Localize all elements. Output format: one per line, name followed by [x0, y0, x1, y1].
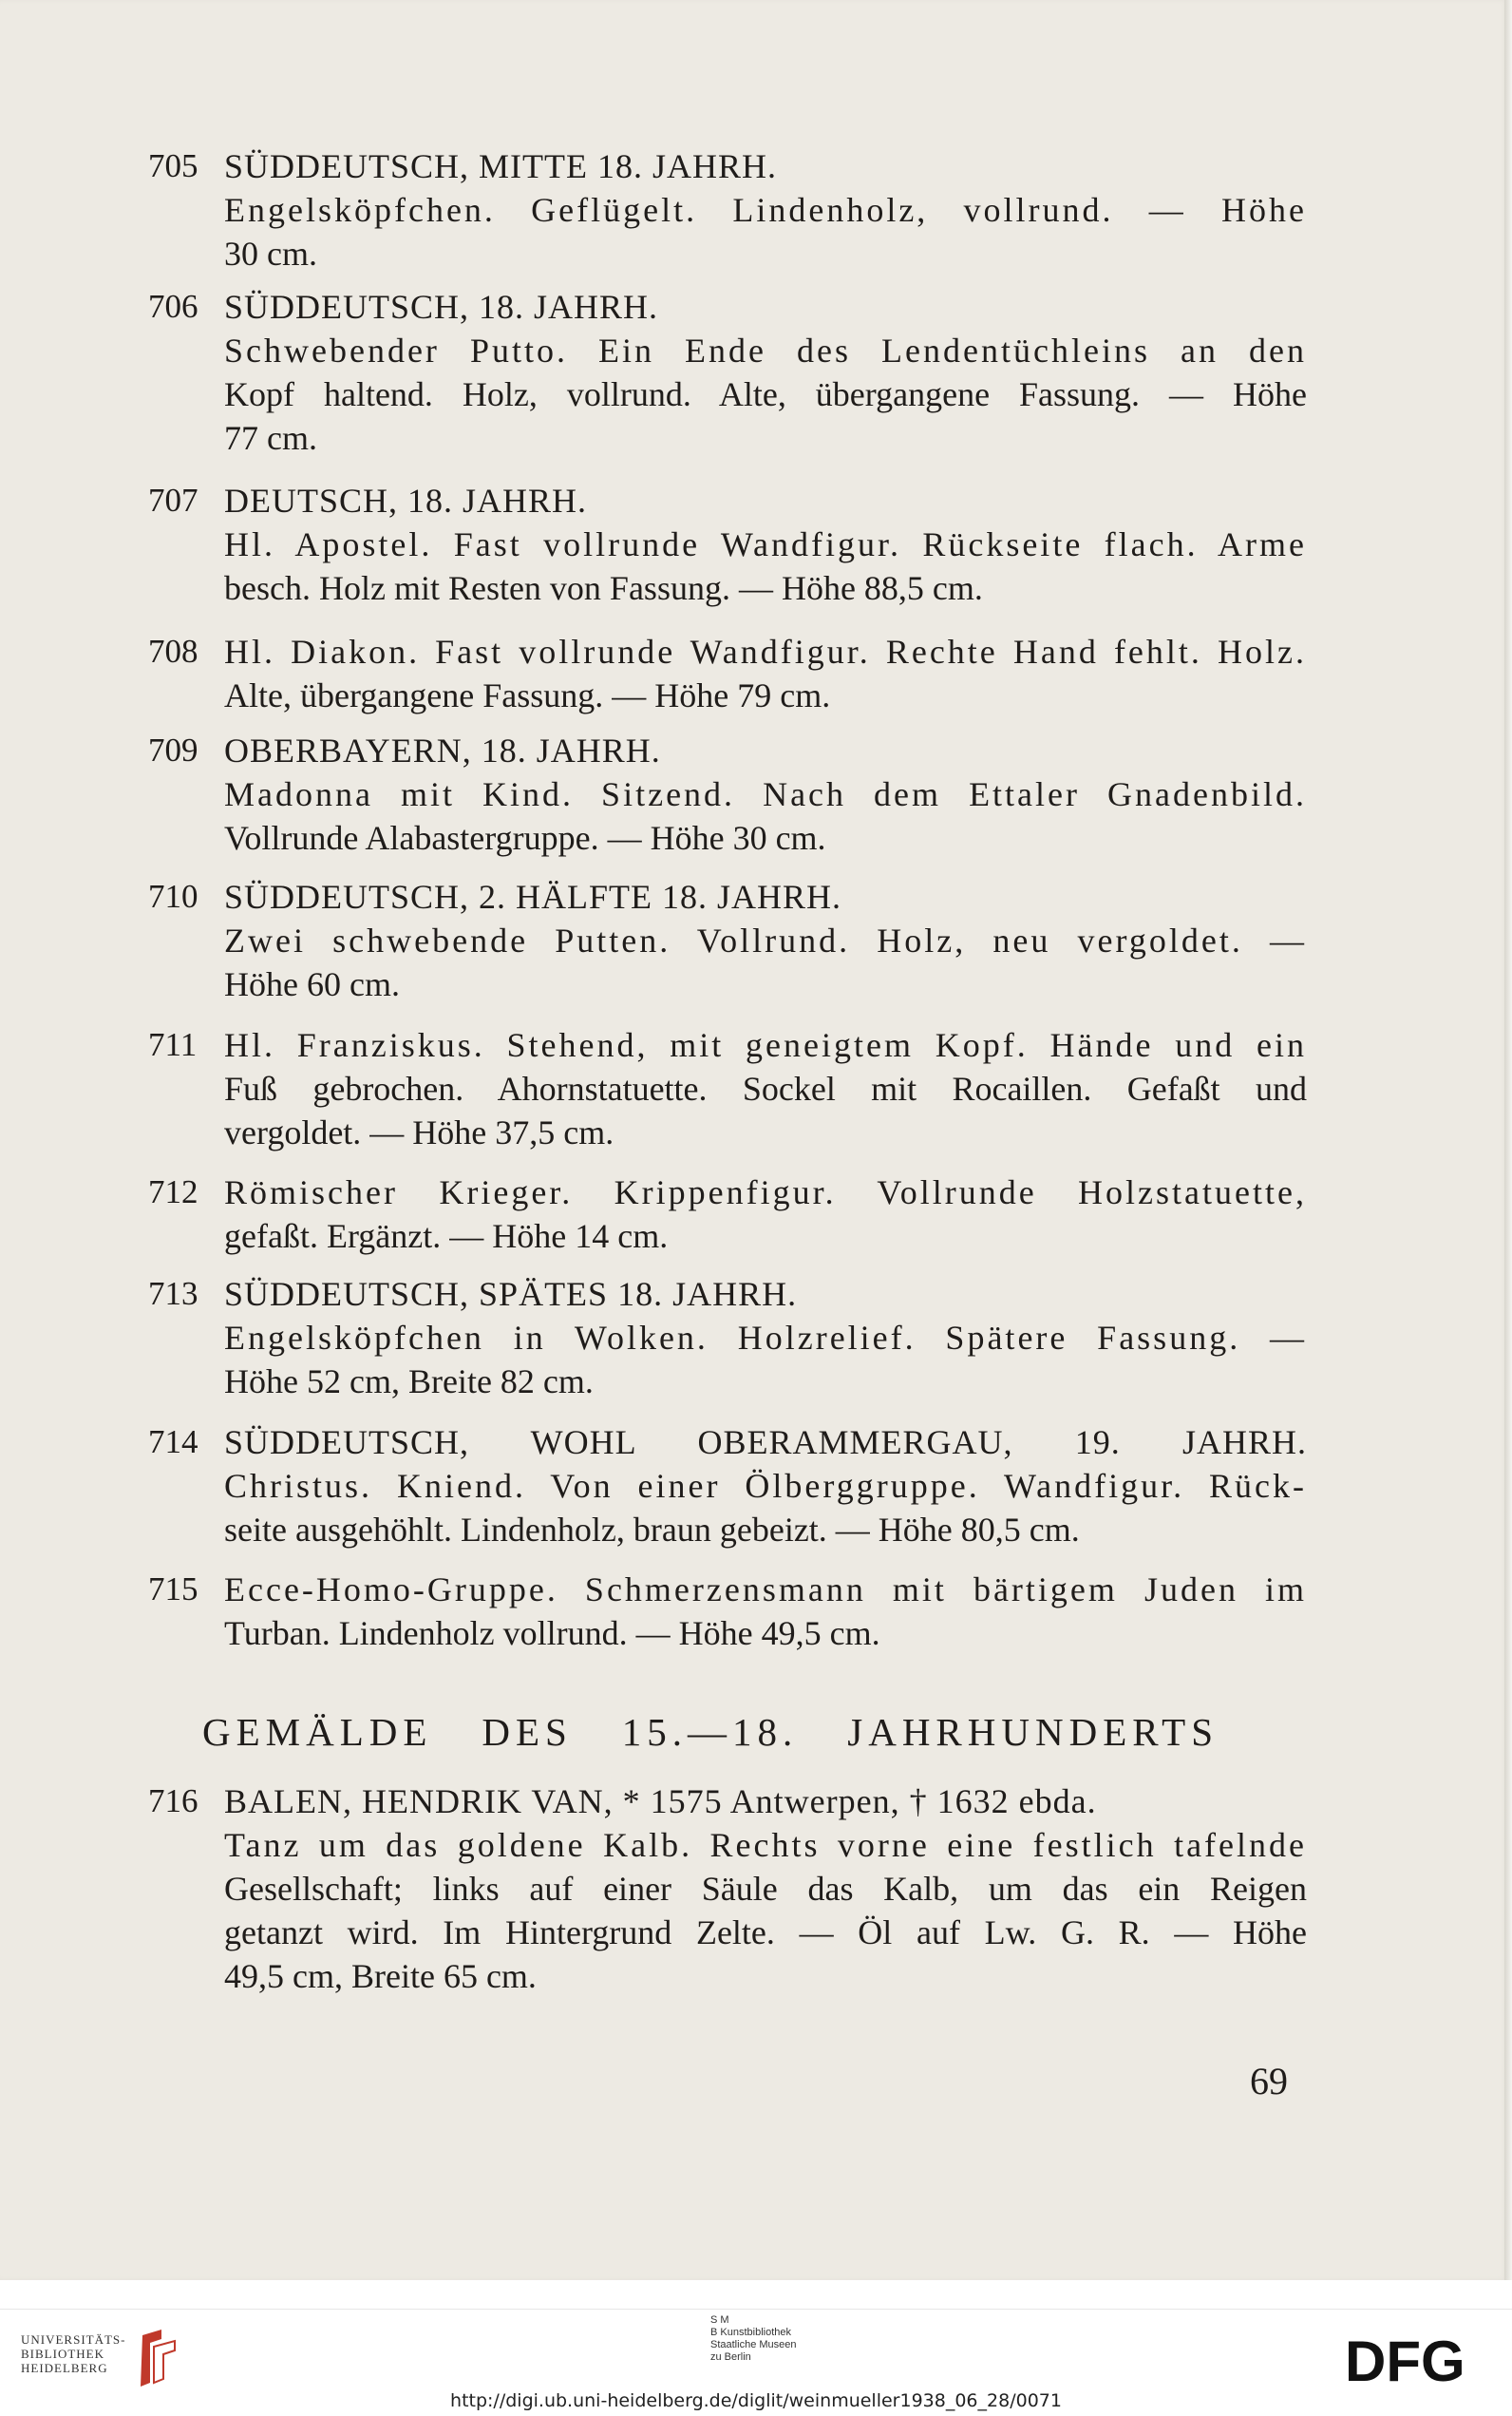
lot-number: 709 [148, 732, 198, 769]
sm-logo-line: S M [710, 2314, 729, 2326]
lot-number: 705 [148, 147, 198, 184]
entry-description-line: Fuß gebrochen. Ahornstatuette. Sockel mit Rocaillen. Gefaßt und [224, 1070, 1307, 1108]
entry-description-line: getanzt wird. Im Hintergrund Zelte. — Öl auf Lw. G. R. — Höhe [224, 1913, 1307, 1951]
entry-heading-line: OBERBAYERN, 18. JAHRH. [224, 732, 661, 770]
permalink-url[interactable]: http://digi.ub.uni-heidelberg.de/diglit/weinmueller1938_06_28/0071 [450, 2390, 1062, 2411]
entry-text [224, 875, 1307, 1006]
entry-description-line: vergoldet. — Höhe 37,5 cm. [224, 1113, 614, 1151]
library-logo-line: HEIDELBERG [21, 2361, 108, 2375]
entry-description-line: Hl. Franziskus. Stehend, mit geneigtem Kopf. Hände und ein [224, 1026, 1307, 1064]
entry-description-line: Zwei schwebende Putten. Vollrund. Holz, neu vergoldet. — [224, 922, 1307, 960]
entry-description-line: 77 cm. [224, 419, 317, 457]
entry-text [224, 1420, 1307, 1551]
footer-divider [0, 2309, 1512, 2310]
entry-description-line: Hl. Apostel. Fast vollrunde Wandfigur. Rückseite flach. Arme [224, 525, 1307, 563]
paper-edge [1504, 0, 1512, 2280]
sm-kunstbibliothek-logo[interactable] [710, 2314, 881, 2364]
entry-description-line: Madonna mit Kind. Sitzend. Nach dem Ettaler Gnadenbild. [224, 775, 1307, 813]
lot-number: 712 [148, 1173, 198, 1210]
lot-number: 706 [148, 288, 198, 325]
lot-number: 716 [148, 1782, 198, 1819]
entry-heading-line: BALEN, HENDRIK VAN, * 1575 Antwerpen, † 1632 ebda. [224, 1782, 1097, 1820]
entry-text [224, 1272, 1307, 1403]
entry-description-line: Schwebender Putto. Ein Ende des Lendentüchleins an den [224, 332, 1307, 370]
entry-text [224, 1170, 1307, 1258]
entry-description-line: Engelsköpfchen. Geflügelt. Lindenholz, vollrund. — Höhe [224, 191, 1307, 229]
library-logo-line: UNIVERSITÄTS- [21, 2332, 126, 2347]
entry-heading-line: SÜDDEUTSCH, 2. HÄLFTE 18. JAHRH. [224, 878, 842, 916]
entry-description-line: Höhe 60 cm. [224, 965, 400, 1003]
lot-number: 715 [148, 1570, 198, 1607]
entry-description-line: Engelsköpfchen in Wolken. Holzrelief. Spätere Fassung. — [224, 1319, 1307, 1357]
entry-heading-line: SÜDDEUTSCH, MITTE 18. JAHRH. [224, 147, 778, 185]
page-number: 69 [1250, 2060, 1288, 2102]
entry-text [224, 630, 1307, 717]
library-logo-line: BIBLIOTHEK [21, 2347, 104, 2361]
dfg-logo[interactable] [1345, 2333, 1493, 2387]
entry-description-line: Römischer Krieger. Krippenfigur. Vollrunde Holzstatuette, [224, 1173, 1307, 1211]
entry-text [224, 144, 1307, 276]
entry-text [224, 1023, 1307, 1154]
entry-description-line: Alte, übergangene Fassung. — Höhe 79 cm. [224, 676, 831, 714]
section-title: GEMÄLDE DES 15.—18. JAHRHUNDERTS [202, 1710, 1219, 1754]
entry-text [224, 285, 1307, 460]
entry-description-line: 49,5 cm, Breite 65 cm. [224, 1957, 537, 1995]
entry-text [224, 1568, 1307, 1655]
entry-description-line: Gesellschaft; links auf einer Säule das Kalb, um das ein Reigen [224, 1870, 1307, 1908]
entry-description-line: Höhe 52 cm, Breite 82 cm. [224, 1362, 594, 1400]
entry-description-line: Ecce-Homo-Gruppe. Schmerzensmann mit bärtigem Juden im [224, 1570, 1307, 1608]
entry-text [224, 479, 1307, 610]
entry-description-line: Christus. Kniend. Von einer Ölberggruppe. Wandfigur. Rück- [224, 1467, 1307, 1505]
lot-number: 711 [148, 1026, 198, 1063]
entry-heading-line: SÜDDEUTSCH, WOHL OBERAMMERGAU, 19. JAHRH. [224, 1423, 1307, 1461]
lot-number: 707 [148, 482, 198, 519]
entry-description-line: Kopf haltend. Holz, vollrund. Alte, übergangene Fassung. — Höhe [224, 375, 1307, 413]
entry-description-line: Vollrunde Alabastergruppe. — Höhe 30 cm. [224, 819, 826, 857]
sm-logo-line: Staatliche Museen [710, 2339, 797, 2350]
entry-text [224, 729, 1307, 860]
sm-logo-line: B Kunstbibliothek [710, 2327, 791, 2338]
library-emblem-icon [133, 2328, 182, 2390]
entry-description-line: 30 cm. [224, 235, 317, 273]
sm-logo-line: zu Berlin [710, 2351, 751, 2363]
lot-number: 713 [148, 1275, 198, 1312]
entry-heading-line: DEUTSCH, 18. JAHRH. [224, 482, 588, 520]
entry-description-line: gefaßt. Ergänzt. — Höhe 14 cm. [224, 1217, 669, 1255]
entry-heading-line: SÜDDEUTSCH, 18. JAHRH. [224, 288, 659, 326]
entry-description-line: Tanz um das goldene Kalb. Rechts vorne eine festlich tafelnde [224, 1826, 1307, 1864]
entry-text [224, 1779, 1307, 1998]
entry-heading-line: SÜDDEUTSCH, SPÄTES 18. JAHRH. [224, 1275, 798, 1313]
entry-description-line: seite ausgehöhlt. Lindenholz, braun gebeizt. — Höhe 80,5 cm. [224, 1511, 1080, 1549]
dfg-logo-text: DFG [1345, 2333, 1465, 2387]
lot-number: 714 [148, 1423, 198, 1460]
lot-number: 708 [148, 633, 198, 670]
entry-description-line: Turban. Lindenholz vollrund. — Höhe 49,5 cm. [224, 1614, 880, 1652]
entry-description-line: Hl. Diakon. Fast vollrunde Wandfigur. Rechte Hand fehlt. Holz. [224, 633, 1307, 671]
lot-number: 710 [148, 878, 198, 915]
entry-description-line: besch. Holz mit Resten von Fassung. — Höhe 88,5 cm. [224, 569, 983, 607]
